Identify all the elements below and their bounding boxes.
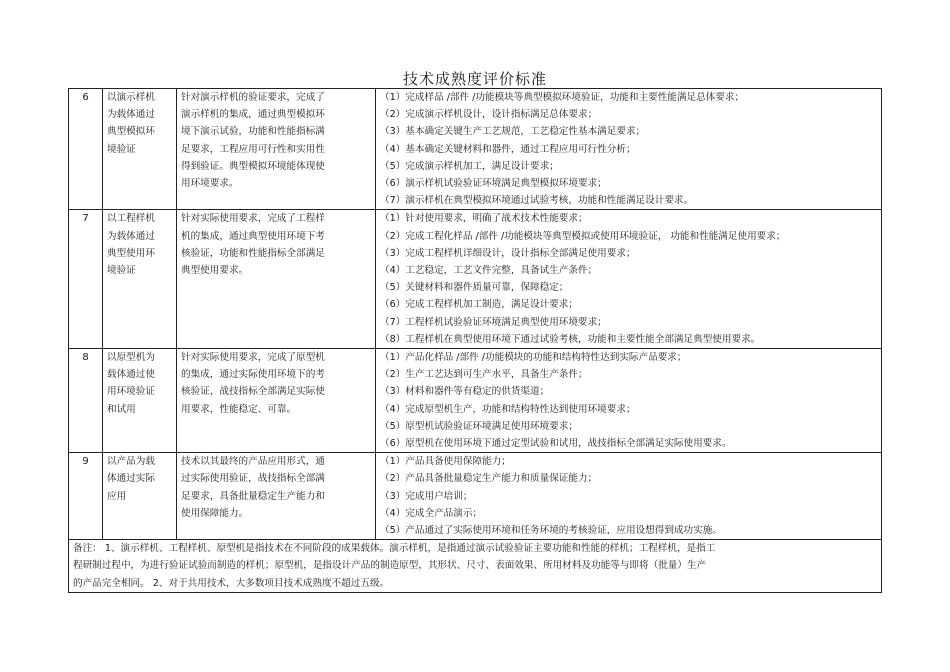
description-line: 核验证，功能和性能指标全部满足 bbox=[181, 247, 325, 259]
level-cell: 6 bbox=[69, 89, 103, 210]
requirement-item: （7）演示样机在典型模拟环境通过试验考核，功能和性能满足设计要求。 bbox=[380, 195, 694, 207]
requirement-item: （1）产品化样品 /部件 /功能模块的功能和结构特性达到实际产品要求； bbox=[380, 352, 687, 364]
requirement-item: （4）基本确定关键材料和器件，通过工程应用可行性分析； bbox=[380, 143, 636, 155]
description-cell bbox=[177, 349, 376, 453]
description-line: 的集成，通过实际使用环境下的考 bbox=[181, 369, 325, 381]
note-line: 的产品完全相同。 2、对于共用技术，大多数项目技术成熟度不超过五级。 bbox=[73, 577, 390, 589]
description-line: 技术以其最终的产品应用形式，通 bbox=[181, 456, 325, 468]
requirement-item: （2）产品具备批量稳定生产能力和质量保证能力； bbox=[380, 473, 598, 485]
description-line: 足要求，工程应用可行性和实用性 bbox=[181, 143, 325, 155]
description-line: 典型使用要求。 bbox=[181, 265, 249, 277]
requirement-item: （2）完成演示样机设计，设计指标满足总体要求； bbox=[380, 109, 598, 121]
requirement-item: （4）完成原型机生产，功能和结构特性达到使用环境要求； bbox=[380, 403, 636, 415]
table-row bbox=[69, 210, 882, 349]
carrier-line: 境验证 bbox=[107, 143, 136, 155]
requirements-cell bbox=[376, 89, 882, 210]
notes-row bbox=[69, 540, 882, 593]
carrier-line: 以产品为载 bbox=[107, 456, 155, 468]
requirement-item: （5）关键材料和器件质量可靠，保障稳定； bbox=[380, 282, 569, 294]
requirement-item: （2）完成工程化样品 /部件 /功能模块等典型模拟或使用环境验证， 功能和性能满足使用要求； bbox=[380, 230, 786, 242]
description-line: 使用保障能力。 bbox=[181, 507, 249, 519]
carrier-line: 和试用 bbox=[107, 403, 136, 415]
description-line: 过实际使用验证，战技指标全部满 bbox=[181, 473, 325, 485]
carrier-line: 以原型机为 bbox=[107, 352, 155, 364]
note-line: 程研制过程中，为进行验证试验而制造的样机；原型机，是指设计产品的制造原型，其形状、尺寸、表面效果、所用材料及功能等与即将（批量）生产 bbox=[73, 560, 707, 572]
requirement-item: （3）完成工程样机详细设计，设计指标全部满足使用要求； bbox=[380, 247, 636, 259]
requirement-item: （4）工艺稳定，工艺文件完整，具备试生产条件； bbox=[380, 265, 598, 277]
level-cell: 9 bbox=[69, 453, 103, 540]
requirement-item: （4）完成全产品演示； bbox=[380, 507, 483, 519]
carrier-cell bbox=[103, 349, 177, 453]
note-line: 备注： 1、演示样机、工程样机、原型机是指技术在不同阶段的成果载体。演示样机，是指通过演示试验验证主要功能和性能的样机；工程样机，是指工 bbox=[73, 543, 716, 555]
description-line: 针对实际使用要求，完成了原型机 bbox=[181, 352, 325, 364]
requirement-item: （5）产品通过了实际使用环境和任务环境的考核验证，应用设想得到成功实施。 bbox=[380, 525, 722, 537]
requirement-item: （6）演示样机试验验证环境满足典型模拟环境要求； bbox=[380, 178, 607, 190]
carrier-line: 典型模拟环 bbox=[107, 126, 155, 138]
description-line: 用要求，性能稳定、可靠。 bbox=[181, 403, 297, 415]
requirement-item: （6）原型机在使用环境下通过定型试验和试用，战技指标全部满足实际使用要求。 bbox=[380, 438, 732, 450]
requirement-item: （1）产品具备使用保障能力； bbox=[380, 456, 511, 468]
carrier-line: 以工程样机 bbox=[107, 213, 155, 225]
requirement-item: （3）完成用户培训； bbox=[380, 490, 473, 502]
requirements-cell bbox=[376, 453, 882, 540]
description-line: 得到验证。典型模拟环境能体现使 bbox=[181, 160, 325, 172]
requirement-item: （5）完成演示样机加工，满足设计要求； bbox=[380, 160, 559, 172]
carrier-cell bbox=[103, 210, 177, 349]
level-cell: 7 bbox=[69, 210, 103, 349]
description-line: 核验证，战技指标全部满足实际使 bbox=[181, 386, 325, 398]
carrier-cell bbox=[103, 89, 177, 210]
carrier-cell bbox=[103, 453, 177, 540]
description-cell bbox=[177, 89, 376, 210]
table-row bbox=[69, 349, 882, 453]
description-line: 足要求，具备批量稳定生产能力和 bbox=[181, 490, 325, 502]
requirement-item: （2）生产工艺达到可生产水平，具备生产条件； bbox=[380, 369, 588, 381]
description-cell bbox=[177, 453, 376, 540]
requirement-item: （5）原型机试验验证环境满足使用环境要求； bbox=[380, 420, 578, 432]
requirement-item: （8）工程样机在典型使用环境下通过试验考核，功能和主要性能全部满足典型使用要求。 bbox=[380, 333, 761, 345]
requirement-item: （3）基本确定关键生产工艺规范，工艺稳定性基本满足要求； bbox=[380, 126, 646, 138]
carrier-line: 应用 bbox=[107, 490, 127, 502]
description-line: 演示样机的集成，通过典型模拟环 bbox=[181, 109, 325, 121]
description-line: 用环境要求。 bbox=[181, 178, 239, 190]
carrier-line: 载体通过使 bbox=[107, 369, 155, 381]
description-line: 境下演示试验，功能和性能指标满 bbox=[181, 126, 325, 138]
description-line: 针对实际使用要求，完成了工程样 bbox=[181, 213, 325, 225]
carrier-line: 体通过实际 bbox=[107, 473, 155, 485]
description-cell bbox=[177, 210, 376, 349]
maturity-criteria-table bbox=[68, 88, 882, 593]
requirement-item: （6）完成工程样机加工制造，满足设计要求； bbox=[380, 299, 578, 311]
requirement-item: （3）材料和器件等有稳定的供货渠道； bbox=[380, 386, 550, 398]
carrier-line: 以演示样机 bbox=[107, 92, 155, 103]
carrier-line: 为载体通过 bbox=[107, 230, 155, 242]
requirements-cell bbox=[376, 210, 882, 349]
table-row bbox=[69, 453, 882, 540]
carrier-line: 典型使用环 bbox=[107, 247, 155, 259]
requirement-item: （7）工程样机试验验证环境满足典型使用环境要求； bbox=[380, 316, 607, 328]
requirement-item: （1）完成样品 /部件 /功能模块等典型模拟环境验证，功能和主要性能满足总体要求； bbox=[380, 92, 745, 103]
carrier-line: 境验证 bbox=[107, 265, 136, 277]
notes-cell bbox=[69, 540, 882, 593]
page-title: 技术成熟度评价标准 bbox=[402, 70, 547, 88]
requirement-item: （1）针对使用要求，明确了战术技术性能要求； bbox=[380, 213, 588, 225]
requirements-cell bbox=[376, 349, 882, 453]
level-cell: 8 bbox=[69, 349, 103, 453]
carrier-line: 用环境验证 bbox=[107, 386, 155, 398]
carrier-line: 为载体通过 bbox=[107, 109, 155, 121]
table-row bbox=[69, 89, 882, 210]
description-line: 针对演示样机的验证要求，完成了 bbox=[181, 92, 325, 103]
description-line: 机的集成，通过典型使用环境下考 bbox=[181, 230, 325, 242]
